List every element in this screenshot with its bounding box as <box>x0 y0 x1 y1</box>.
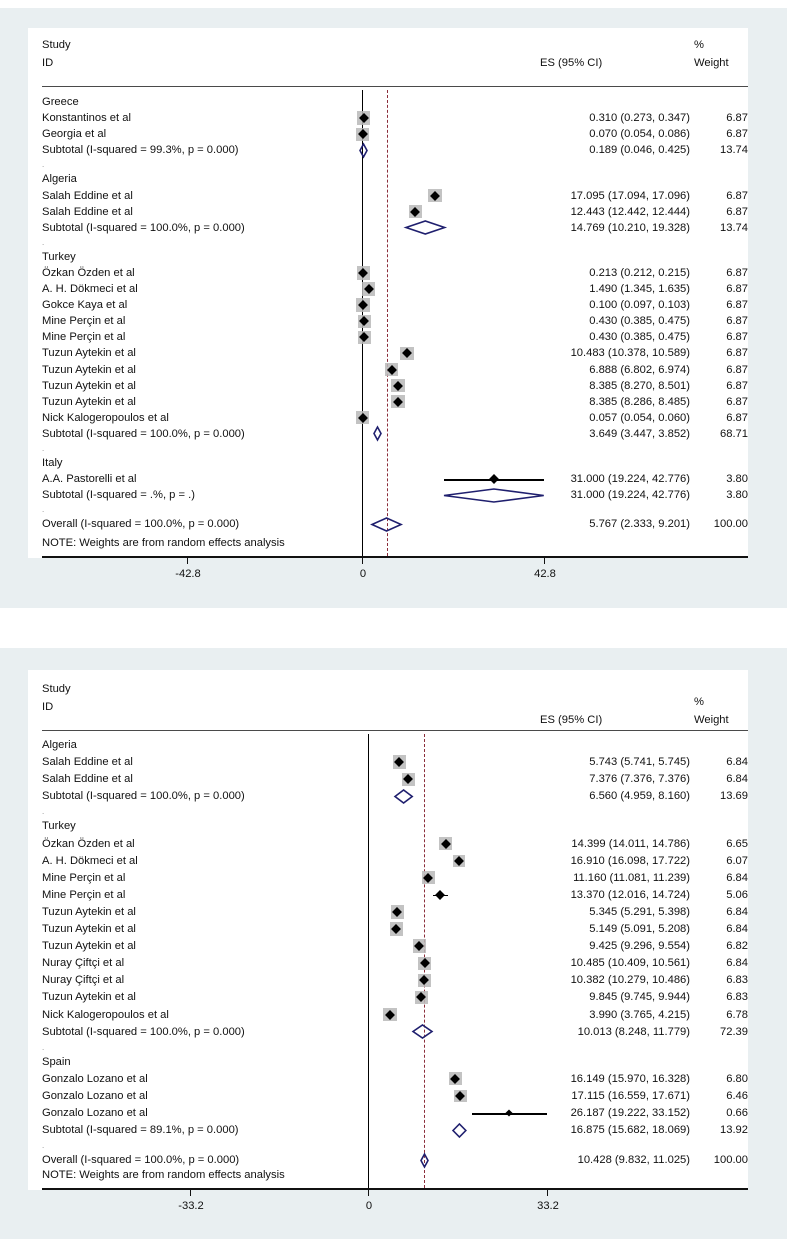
weight-value: 6.84 <box>726 923 748 935</box>
weight-value: 6.87 <box>726 283 748 295</box>
weight-value: 6.87 <box>726 411 748 424</box>
study-label: Salah Eddine et al <box>42 189 133 202</box>
effect-size-value: 0.310 (0.273, 0.347) <box>589 112 690 125</box>
effect-size-value: 0.189 (0.046, 0.425) <box>589 144 690 157</box>
weight-value: 6.83 <box>726 991 748 1004</box>
study-label: Salah Eddine et al <box>42 205 133 218</box>
study-label: Tuzun Aytekin et al <box>42 379 136 392</box>
plot1-axis-tick-label: 0 <box>359 568 367 580</box>
weight-value: 0.66 <box>726 1107 748 1119</box>
study-label: Mine Perçin et al <box>42 331 126 344</box>
weight-value: 6.87 <box>726 363 748 376</box>
study-label: Mine Perçin et al <box>42 871 126 884</box>
subtotal-label: Subtotal (I-squared = 99.3%, p = 0.000) <box>42 144 239 157</box>
subtotal-label: Subtotal (I-squared = 100.0%, p = 0.000) <box>42 790 245 803</box>
effect-size-value: 10.483 (10.378, 10.589) <box>570 347 690 360</box>
weight-value: 6.87 <box>726 189 748 202</box>
effect-size-value: 16.910 (16.098, 17.722) <box>570 854 690 867</box>
plot1-header-id: ID <box>42 57 54 69</box>
effect-size-value: 16.875 (15.682, 18.069) <box>570 1124 690 1137</box>
plot2-axis-tick-label: 33.2 <box>537 1200 559 1212</box>
effect-size-value: 10.485 (10.409, 10.561) <box>570 957 690 970</box>
effect-size-value: 0.100 (0.097, 0.103) <box>589 299 690 312</box>
weight-value: 6.87 <box>726 299 748 312</box>
weight-value: 6.87 <box>726 347 748 360</box>
weight-value: 68.71 <box>720 427 748 440</box>
effect-size-value: 0.430 (0.385, 0.475) <box>589 331 690 344</box>
study-label: Özkan Özden et al <box>42 837 135 850</box>
overall-label: Overall (I-squared = 100.0%, p = 0.000) <box>42 1154 240 1167</box>
subtotal-diamond <box>393 789 414 804</box>
weight-value: 6.82 <box>726 940 748 953</box>
study-label: A.A. Pastorelli et al <box>42 473 137 486</box>
spacer-dot: . <box>42 1042 45 1052</box>
weight-value: 72.39 <box>720 1025 748 1038</box>
study-label: Salah Eddine et al <box>42 756 133 769</box>
plot2-header-id: ID <box>42 701 54 713</box>
effect-size-value: 5.743 (5.741, 5.745) <box>589 756 690 769</box>
study-label: Mine Perçin et al <box>42 315 126 328</box>
study-label: A. H. Dökmeci et al <box>42 854 138 867</box>
weight-value: 13.74 <box>720 144 748 157</box>
study-label: Gonzalo Lozano et al <box>42 1089 148 1102</box>
weight-value: 6.87 <box>726 331 748 344</box>
subtotal-label: Subtotal (I-squared = 89.1%, p = 0.000) <box>42 1124 239 1137</box>
study-label: Tuzun Aytekin et al <box>42 991 136 1004</box>
effect-size-value: 9.845 (9.745, 9.944) <box>589 991 690 1004</box>
plot1-header-pct: % <box>694 39 704 51</box>
study-label: Gokce Kaya et al <box>42 299 128 312</box>
group-label: Spain <box>42 1055 71 1068</box>
effect-size-value: 14.769 (10.210, 19.328) <box>570 221 690 234</box>
study-label: Tuzun Aytekin et al <box>42 923 136 935</box>
group-label: Algeria <box>42 739 77 751</box>
weight-value: 6.83 <box>726 974 748 987</box>
group-label: Turkey <box>42 820 76 833</box>
effect-size-value: 5.345 (5.291, 5.398) <box>589 905 690 918</box>
effect-size-value: 14.399 (14.011, 14.786) <box>571 837 690 850</box>
effect-size-value: 26.187 (19.222, 33.152) <box>570 1107 690 1119</box>
weight-value: 6.80 <box>726 1072 748 1085</box>
overall-label: Overall (I-squared = 100.0%, p = 0.000) <box>42 518 240 531</box>
weight-value: 3.80 <box>726 489 748 502</box>
plot1-header-es: ES (95% CI) <box>540 57 603 69</box>
overall-diamond <box>419 1153 430 1168</box>
study-label: Tuzun Aytekin et al <box>42 363 136 376</box>
subtotal-diamond <box>411 1024 434 1039</box>
study-label: Georgia et al <box>42 128 107 141</box>
effect-size-value: 17.115 (16.559, 17.671) <box>571 1089 690 1102</box>
effect-size-value: 10.428 (9.832, 11.025) <box>577 1154 690 1167</box>
spacer-dot: . <box>42 505 45 515</box>
effect-size-value: 17.095 (17.094, 17.096) <box>570 189 690 202</box>
study-label: Nuray Çiftçi et al <box>42 974 125 987</box>
effect-size-value: 9.425 (9.296, 9.554) <box>589 940 690 953</box>
study-label: Gonzalo Lozano et al <box>42 1072 148 1085</box>
group-label: Italy <box>42 457 63 469</box>
study-label: Tuzun Aytekin et al <box>42 395 136 408</box>
plot2-header-es: ES (95% CI) <box>540 714 603 726</box>
study-label: Özkan Özden et al <box>42 266 135 279</box>
weight-value: 6.78 <box>726 1008 748 1021</box>
spacer-dot: . <box>42 807 45 817</box>
effect-size-value: 31.000 (19.224, 42.776) <box>570 489 690 502</box>
spacer-dot: . <box>42 237 45 247</box>
plot2-axis-tick-label: -33.2 <box>178 1200 204 1212</box>
study-label: Mine Perçin et al <box>42 888 126 901</box>
weight-value: 6.84 <box>726 773 748 786</box>
plot1-header-weight: Weight <box>694 57 729 69</box>
plot2-axis-line <box>42 1188 748 1190</box>
plot2-axis-tick <box>368 1190 369 1196</box>
weight-value: 6.87 <box>726 379 748 392</box>
effect-size-value: 7.376 (7.376, 7.376) <box>589 773 690 786</box>
weight-value: 6.84 <box>726 756 748 769</box>
weight-value: 13.69 <box>720 790 748 803</box>
spacer-dot: . <box>42 444 45 453</box>
effect-size-value: 0.057 (0.054, 0.060) <box>589 411 690 424</box>
weight-value: 6.87 <box>726 205 748 218</box>
weight-value: 6.87 <box>726 112 748 125</box>
subtotal-label: Subtotal (I-squared = 100.0%, p = 0.000) <box>42 221 245 234</box>
study-label: Nick Kalogeropoulos et al <box>42 1008 169 1021</box>
weight-value: 13.74 <box>720 221 748 234</box>
plot2-axis-tick <box>190 1190 191 1196</box>
effect-size-value: 5.149 (5.091, 5.208) <box>589 923 690 935</box>
effect-size-value: 8.385 (8.286, 8.485) <box>589 395 690 408</box>
weight-value: 100.00 <box>713 518 748 531</box>
weight-value: 3.80 <box>726 473 748 486</box>
subtotal-diamond <box>451 1123 468 1138</box>
spacer-dot: . <box>42 160 45 170</box>
group-label: Algeria <box>42 173 77 186</box>
plot2-axis-tick <box>547 1190 548 1196</box>
effect-size-value: 5.767 (2.333, 9.201) <box>589 518 690 531</box>
plot1-note: NOTE: Weights are from random effects analysis <box>42 537 285 549</box>
effect-size-value: 12.443 (12.442, 12.444) <box>570 205 690 218</box>
subtotal-label: Subtotal (I-squared = 100.0%, p = 0.000) <box>42 1025 245 1038</box>
weight-value: 6.87 <box>726 128 748 141</box>
point-estimate-marker <box>435 890 445 900</box>
plot2-note: NOTE: Weights are from random effects analysis <box>42 1169 285 1181</box>
effect-size-value: 0.070 (0.054, 0.086) <box>589 128 690 141</box>
weight-value: 6.07 <box>726 854 748 867</box>
weight-value: 6.84 <box>726 957 748 970</box>
plot1-header-study: Study <box>42 39 71 51</box>
study-label: Konstantinos et al <box>42 112 131 125</box>
effect-size-value: 3.990 (3.765, 4.215) <box>589 1008 690 1021</box>
effect-size-value: 3.649 (3.447, 3.852) <box>589 427 690 440</box>
weight-value: 5.06 <box>726 888 748 901</box>
effect-size-value: 11.160 (11.081, 11.239) <box>573 871 690 884</box>
effect-size-value: 1.490 (1.345, 1.635) <box>589 283 690 295</box>
weight-value: 6.87 <box>726 266 748 279</box>
study-label: Tuzun Aytekin et al <box>42 347 136 360</box>
spacer-dot: . <box>42 1141 45 1151</box>
effect-size-value: 0.430 (0.385, 0.475) <box>589 315 690 328</box>
study-label: Tuzun Aytekin et al <box>42 905 136 918</box>
study-label: Tuzun Aytekin et al <box>42 940 136 953</box>
plot1-axis-tick-label: 42.8 <box>534 568 556 580</box>
study-label: Salah Eddine et al <box>42 773 133 786</box>
study-label: A. H. Dökmeci et al <box>42 283 138 295</box>
plot2-axis-tick-label: 0 <box>365 1200 373 1212</box>
effect-size-value: 0.213 (0.212, 0.215) <box>589 266 690 279</box>
effect-size-value: 13.370 (12.016, 14.724) <box>570 888 690 901</box>
study-label: Gonzalo Lozano et al <box>42 1107 148 1119</box>
study-label: Nick Kalogeropoulos et al <box>42 411 169 424</box>
effect-size-value: 6.560 (4.959, 8.160) <box>589 790 690 803</box>
effect-size-value: 10.382 (10.279, 10.486) <box>570 974 690 987</box>
weight-value: 6.84 <box>726 871 748 884</box>
plot2-null-line <box>368 734 369 1188</box>
weight-value: 6.87 <box>726 395 748 408</box>
effect-size-value: 8.385 (8.270, 8.501) <box>589 379 690 392</box>
subtotal-label: Subtotal (I-squared = 100.0%, p = 0.000) <box>42 427 245 440</box>
plot1-axis-tick-label: -42.8 <box>175 568 201 580</box>
study-label: Nuray Çiftçi et al <box>42 957 125 970</box>
plot2-header-study: Study <box>42 683 71 695</box>
weight-value: 6.65 <box>726 837 748 850</box>
effect-size-value: 10.013 (8.248, 11.779) <box>577 1025 690 1038</box>
weight-value: 100.00 <box>713 1154 748 1167</box>
effect-size-value: 31.000 (19.224, 42.776) <box>570 473 690 486</box>
group-label: Greece <box>42 96 79 108</box>
effect-size-value: 16.149 (15.970, 16.328) <box>570 1072 690 1085</box>
weight-value: 13.92 <box>720 1124 748 1137</box>
plot2-header-pct: % <box>694 696 704 708</box>
group-label: Turkey <box>42 250 76 263</box>
weight-value: 6.87 <box>726 315 748 328</box>
subtotal-label: Subtotal (I-squared = .%, p = .) <box>42 489 195 502</box>
plot2-header-weight: Weight <box>694 714 729 726</box>
effect-size-value: 6.888 (6.802, 6.974) <box>589 363 690 376</box>
weight-value: 6.46 <box>726 1089 748 1102</box>
weight-value: 6.84 <box>726 905 748 918</box>
